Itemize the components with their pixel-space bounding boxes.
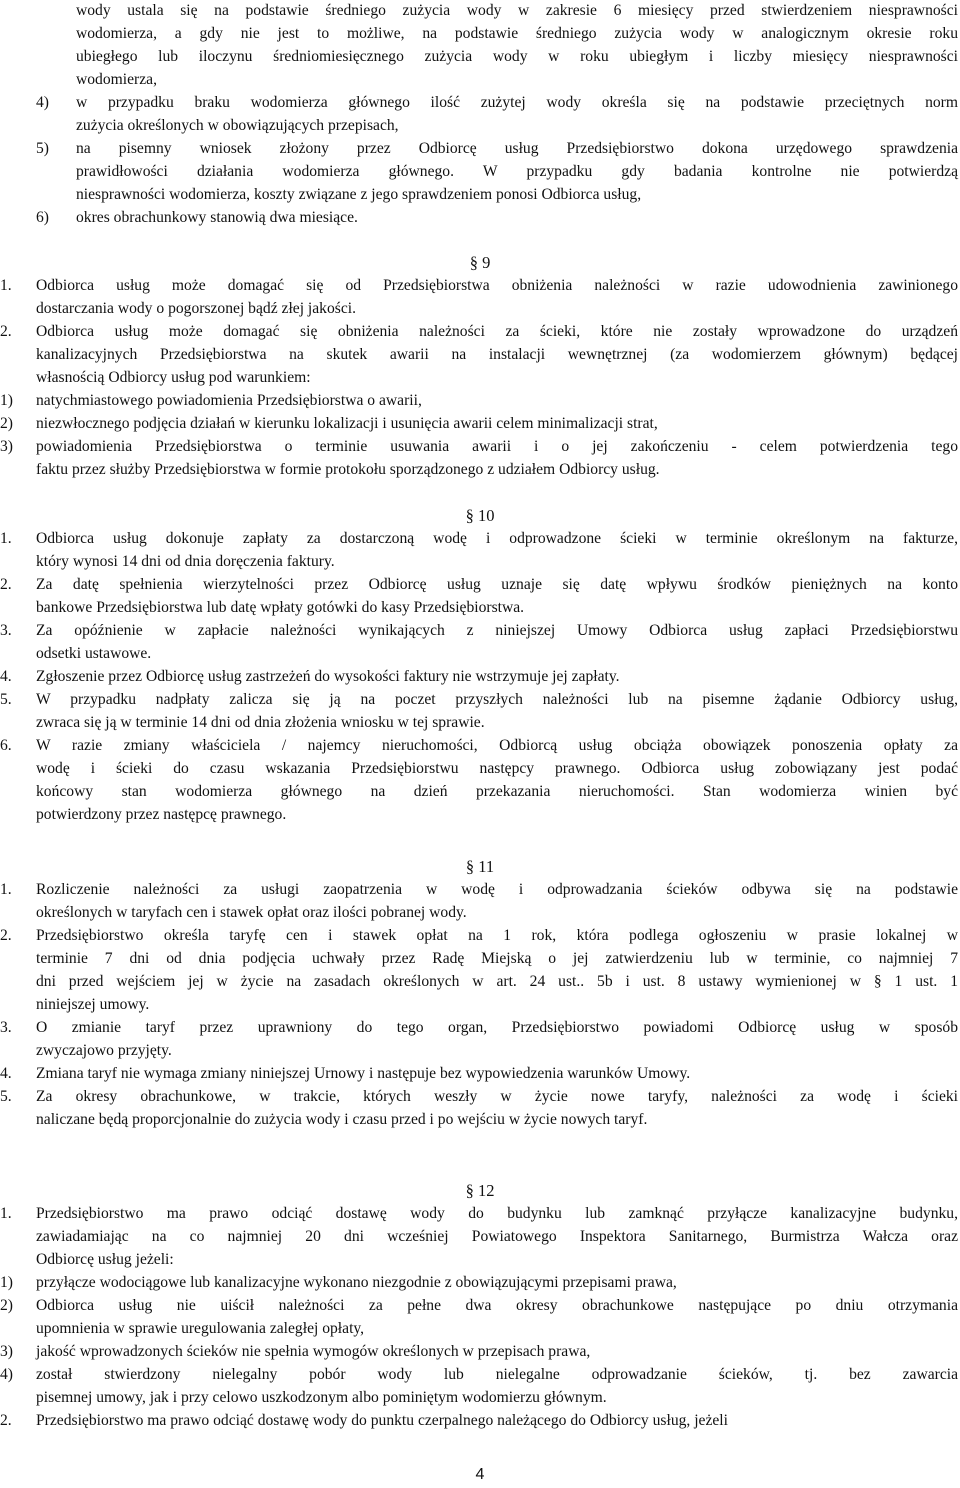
section-heading-10: § 10 (465, 506, 495, 525)
paragraph-line: bankowe Przedsiębiorstwa lub datę wpłaty gotówki do kasy Przedsiębiorstwa. (36, 599, 525, 616)
paragraph-number: 5. (0, 691, 12, 708)
list-item-line: niesprawności wodomierza, koszty związane z jego sprawdzeniem ponosi Odbiorca usług, (76, 186, 642, 203)
page-number: 4 (475, 1466, 485, 1483)
list-item-line: prawidłowości działania wodomierza głównego. W przypadku gdy badania kontrolne nie potwierdzą (76, 163, 958, 180)
paragraph-line: dni przed wejściem jej w życie na zasadach określonych w art. 24 ust.. 5b i ust. 8 ustawy wymienionej w § 1 ust. 1 (36, 973, 958, 990)
paragraph-line: zwraca się ją w terminie 14 dni od dnia złożenia wniosku w tej sprawie. (36, 714, 485, 731)
paragraph-line: Zmiana taryf nie wymaga zmiany niniejszej Urnowy i następuje bez wypowiedzenia warunków Umowy. (36, 1065, 691, 1082)
paragraph-line: kanalizacyjnych Przedsiębiorstwa na skutek awarii na instalacji wewnętrznej (za wodomierzem głównym) będącej (36, 346, 958, 363)
paragraph-line: Przedsiębiorstwo ma prawo odciąć dostawę wody do punktu czerpalnego należącego do Odbiorcy usług, jeżeli (36, 1412, 728, 1429)
list-item-number: 5) (36, 140, 49, 157)
list-item-line: niezwłocznego podjęcia działań w kierunku lokalizacji i usunięcia awarii celem minimalizacji strat, (36, 415, 658, 432)
paragraph-number: 1. (0, 1205, 12, 1222)
paragraph-line: zawiadamiając na co najmniej 20 dni wcześniej Powiatowego Inspektora Sanitarnego, Burmistrza Wałcza oraz (36, 1228, 958, 1245)
paragraph-number: 3. (0, 1019, 12, 1036)
paragraph-number: 2. (0, 576, 12, 593)
paragraph-number: 2. (0, 323, 12, 340)
section-heading-11: § 11 (465, 857, 495, 876)
list-item-line: Odbiorca usług nie uiścił należności za pełne dwa okresy obrachunkowe następujące po dniu otrzymania (36, 1297, 958, 1314)
paragraph-number: 3. (0, 622, 12, 639)
paragraph-line: Odbiorca usług może domagać się obniżenia należności za ścieki, które nie zostały wprowadzone do urządzeń (36, 323, 958, 340)
list-item-number: 3) (0, 438, 13, 455)
paragraph-line: Przedsiębiorstwo ma prawo odciąć dostawę wody do budynku lub zamknąć przyłącze kanalizacyjne budynku, (36, 1205, 958, 1222)
list-item-line: w przypadku braku wodomierza głównego ilość zużytej wody określa się na podstawie przeciętnych norm (76, 94, 958, 111)
paragraph-line: niniejszej umowy. (36, 996, 150, 1013)
paragraph-line: wody ustala się na podstawie średniego zużycia wody w zakresie 6 miesięcy przed stwierdzeniem niesprawności (76, 2, 958, 19)
paragraph-line: Odbiorca usług dokonuje zapłaty za dostarczoną wodę i odprowadzone ścieki w terminie określonym na fakturze, (36, 530, 958, 547)
paragraph-line: który wynosi 14 dni od dnia doręczenia faktury. (36, 553, 335, 570)
paragraph-line: W razie zmiany właściciela / najemcy nieruchomości, Odbiorcą usług obciąża obowiązek ponoszenia opłaty za (36, 737, 958, 754)
list-item-line: natychmiastowego powiadomienia Przedsiębiorstwa o awarii, (36, 392, 422, 409)
paragraph-line: Rozliczenie należności za usługi zaopatrzenia w wodę i odprowadzania ścieków odbywa się na podstawie (36, 881, 958, 898)
list-item-line: powiadomienia Przedsiębiorstwa o terminie usuwania awarii i o jej zakończeniu - celem potwierdzenia tego (36, 438, 958, 455)
paragraph-line: Odbiorcę usług jeżeli: (36, 1251, 174, 1268)
list-item-number: 4) (0, 1366, 13, 1383)
paragraph-line: naliczane będą proporcjonalnie do zużycia wody i czasu przed i po wejściu w życie nowych taryf. (36, 1111, 648, 1128)
paragraph-number: 1. (0, 530, 12, 547)
paragraph-line: wodę i ścieki do czasu wskazania Przedsiębiorstwu następcy prawnego. Odbiorca usług zobowiązany jest podać (36, 760, 958, 777)
paragraph-number: 5. (0, 1088, 12, 1105)
list-item-line: faktu przez służby Przedsiębiorstwa w formie protokołu sporządzonego z udziałem Odbiorcy usług. (36, 461, 660, 478)
paragraph-number: 2. (0, 1412, 12, 1429)
paragraph-line: O zmianie taryf przez uprawniony do tego organ, Przedsiębiorstwo powiadomi Odbiorcę usług w sposób (36, 1019, 958, 1036)
list-item-number: 4) (36, 94, 49, 111)
paragraph-number: 4. (0, 668, 12, 685)
paragraph-number: 6. (0, 737, 12, 754)
paragraph-line: wodomierza, a gdy nie jest to możliwe, na podstawie średniego zużycia wody w analogicznym okresie roku (76, 25, 958, 42)
paragraph-line: określonych w taryfach cen i stawek opłat oraz ilości pobranej wody. (36, 904, 467, 921)
section-heading-9: § 9 (469, 253, 491, 272)
paragraph-line: zwyczajowo przyjęty. (36, 1042, 172, 1059)
list-item-line: upomnienia w sprawie uregulowania zaległej opłaty, (36, 1320, 365, 1337)
list-item-line: został stwierdzony nielegalny pobór wody lub nielegalne odprowadzanie ścieków, tj. bez zawarcia (36, 1366, 958, 1383)
paragraph-line: Za datę spełnienia wierzytelności przez Odbiorcę usług uznaje się datę wpływu środków pieniężnych na konto (36, 576, 958, 593)
list-item-number: 1) (0, 1274, 13, 1291)
paragraph-line: terminie 7 dni od dnia podjęcia uchwały przez Radę Miejską o jej zatwierdzeniu lub w terminie, co najmniej 7 (36, 950, 958, 967)
paragraph-number: 2. (0, 927, 12, 944)
list-item-line: pisemnej umowy, jak i przy celowo uszkodzonym albo pominiętym wodomierzu głównym. (36, 1389, 607, 1406)
list-item-number: 1) (0, 392, 13, 409)
section-heading-12: § 12 (465, 1181, 495, 1200)
paragraph-number: 1. (0, 277, 12, 294)
list-item-number: 6) (36, 209, 49, 226)
paragraph-line: Za opóźnienie w zapłacie należności wynikających z niniejszej Umowy Odbiorca usług zapłaci Przedsiębiorstwu (36, 622, 958, 639)
paragraph-line: dostarczania wody o pogorszonej bądź złej jakości. (36, 300, 356, 317)
paragraph-line: odsetki ustawowe. (36, 645, 152, 662)
paragraph-number: 1. (0, 881, 12, 898)
paragraph-number: 4. (0, 1065, 12, 1082)
list-item-line: okres obrachunkowy stanowią dwa miesiące. (76, 209, 358, 226)
list-item-number: 3) (0, 1343, 13, 1360)
paragraph-line: potwierdzony przez następcę prawnego. (36, 806, 287, 823)
list-item-number: 2) (0, 415, 13, 432)
paragraph-line: W przypadku nadpłaty zalicza się ją na poczet przyszłych należności lub na pisemne żądanie Odbiorcy usług, (36, 691, 958, 708)
paragraph-line: końcowy stan wodomierza głównego na dzień przekazania nieruchomości. Stan wodomierza winien być (36, 783, 958, 800)
paragraph-line: Odbiorca usług może domagać się od Przedsiębiorstwa obniżenia należności w razie udowodnienia zawinionego (36, 277, 958, 294)
list-item-line: przyłącze wodociągowe lub kanalizacyjne wykonano niezgodnie z obowiązującymi przepisami prawa, (36, 1274, 677, 1291)
list-item-line: zużycia określonych w obowiązujących przepisach, (76, 117, 399, 134)
list-item-line: jakość wprowadzonych ścieków nie spełnia wymogów określonych w przepisach prawa, (36, 1343, 591, 1360)
paragraph-line: ubiegłego lub iloczynu średniomiesięcznego zużycia wody w roku ubiegłym i liczby miesięcy niesprawności (76, 48, 958, 65)
paragraph-line: Za okresy obrachunkowe, w trakcie, których weszły w życie nowe taryfy, należności za wodę i ścieki (36, 1088, 958, 1105)
list-item-number: 2) (0, 1297, 13, 1314)
paragraph-line: Przedsiębiorstwo określa taryfę cen i stawek opłat na 1 rok, która podlega ogłoszeniu w prasie lokalnej w (36, 927, 958, 944)
paragraph-line: własnością Odbiorcy usług pod warunkiem: (36, 369, 311, 386)
list-item-line: na pisemny wniosek złożony przez Odbiorcę usług Przedsiębiorstwo dokona urzędowego sprawdzenia (76, 140, 958, 157)
paragraph-line: Zgłoszenie przez Odbiorcę usług zastrzeżeń do wysokości faktury nie wstrzymuje jej zapłaty. (36, 668, 620, 685)
paragraph-line: wodomierza, (76, 71, 157, 88)
